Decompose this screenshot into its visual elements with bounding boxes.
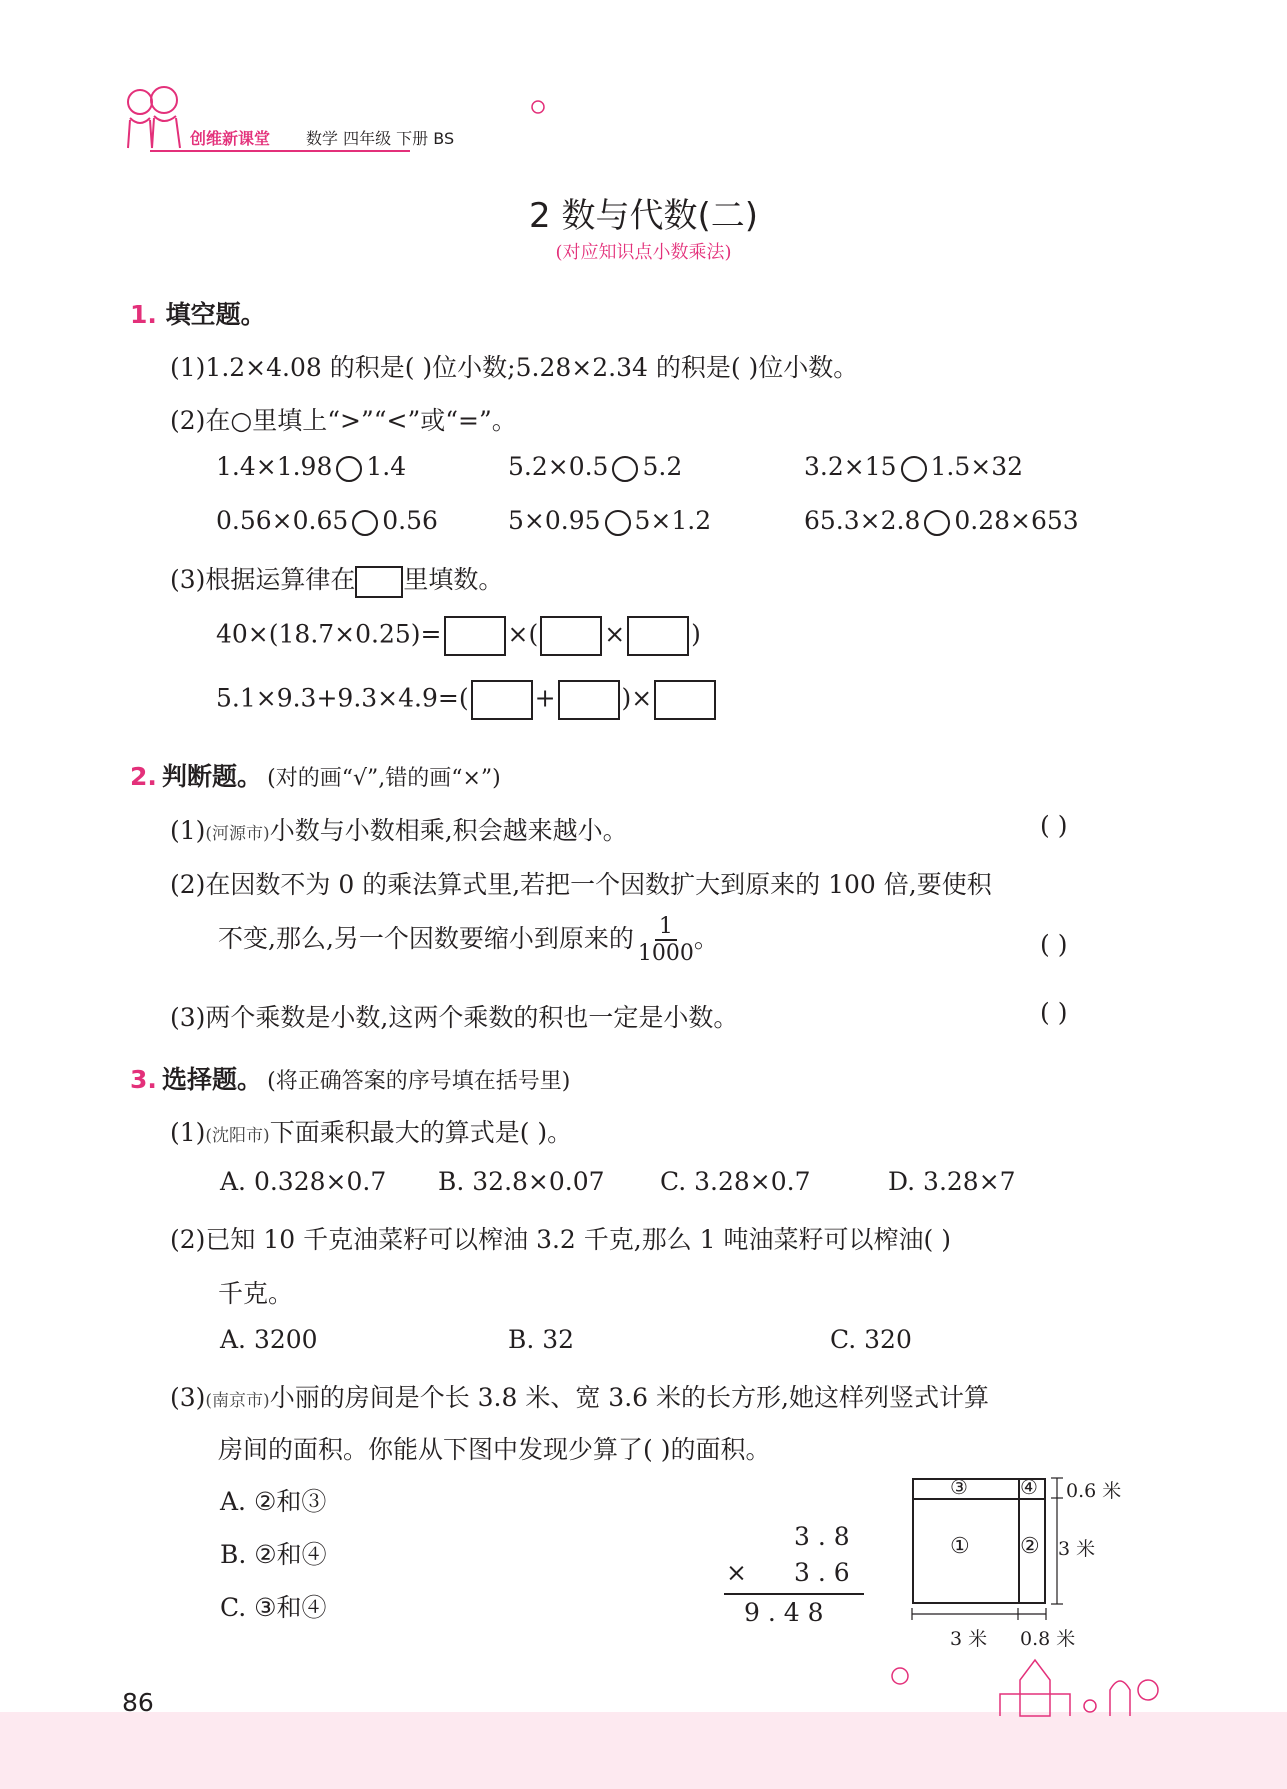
compare-right: 0.56: [382, 506, 438, 535]
city-tag: (河源市): [205, 824, 270, 844]
q1-heading: [130, 295, 266, 331]
option-c[interactable]: C. 320: [830, 1325, 912, 1354]
fraction-denominator: 1000: [637, 941, 694, 967]
item-text: 。: [693, 923, 719, 953]
compare-right: 1.5×32: [930, 452, 1024, 481]
q2-item2-line1: (2)在因数不为 0 的乘法算式里,若把一个因数扩大到原来的 100 倍,要使积: [170, 870, 992, 899]
item-number: (1): [170, 1118, 206, 1147]
q1-part2: (2)在○里填上“>”“<”或“=”。: [170, 406, 517, 435]
castle-decoration-icon: [880, 1650, 1170, 1720]
equation-text: +: [534, 683, 556, 713]
option-a[interactable]: A. ②和③: [220, 1487, 327, 1516]
compare-item: [216, 506, 438, 536]
compare-left: 1.4×1.98: [216, 452, 333, 481]
option-a[interactable]: A. 0.328×0.7: [220, 1167, 387, 1196]
answer-box[interactable]: [627, 616, 689, 656]
answer-parentheses[interactable]: ( ): [1040, 930, 1068, 959]
q2-note: (对的画“√”,错的画“×”): [267, 766, 501, 791]
option-d[interactable]: D. 3.28×7: [888, 1167, 1016, 1196]
answer-box[interactable]: [444, 616, 506, 656]
equation-text: ): [691, 619, 701, 649]
compare-left: 5×0.95: [508, 506, 601, 535]
q3-item3-line2: 房间的面积。你能从下图中发现少算了( )的面积。: [218, 1435, 771, 1464]
compare-left: 5.2×0.5: [508, 452, 609, 481]
calc-row-3: 9 . 4 8: [744, 1598, 824, 1627]
sample-box: [355, 566, 403, 598]
answer-circle[interactable]: [336, 456, 362, 482]
answer-circle[interactable]: [352, 510, 378, 536]
q3-item2-line1: (2)已知 10 千克油菜籽可以榨油 3.2 千克,那么 1 吨油菜籽可以榨油( ): [170, 1225, 951, 1254]
compare-item: [804, 506, 1079, 536]
q2-item3: (3)两个乘数是小数,这两个乘数的积也一定是小数。: [170, 1003, 739, 1032]
q3-item2-line2: 千克。: [218, 1279, 294, 1308]
q3-item1: [170, 1113, 572, 1149]
q3-label: 选择题。: [162, 1065, 263, 1094]
item-text: 小数与小数相乘,积会越来越小。: [269, 816, 628, 845]
calc-row-2: 3 . 6: [794, 1558, 850, 1587]
equation-text: 40×(18.7×0.25)=: [216, 619, 442, 649]
page-subtitle: (对应知识点小数乘法): [555, 242, 732, 263]
answer-circle[interactable]: [612, 456, 638, 482]
dim-width-large: 3 米: [950, 1628, 988, 1650]
city-tag: (南京市): [205, 1391, 270, 1411]
region-4-label: ④: [1020, 1475, 1038, 1499]
item-text: 小丽的房间是个长 3.8 米、宽 3.6 米的长方形,她这样列竖式计算: [269, 1383, 989, 1412]
option-c[interactable]: C. 3.28×0.7: [660, 1167, 811, 1196]
q2-label: 判断题。: [162, 762, 263, 791]
compare-right: 0.28×653: [954, 506, 1079, 535]
q2-number: 2.: [130, 762, 157, 791]
q1-part1: (1)1.2×4.08 的积是( )位小数;5.28×2.34 的积是( )位小数。: [170, 353, 859, 382]
footer-band: [0, 1712, 1287, 1789]
equation-1: [216, 616, 701, 656]
option-a[interactable]: A. 3200: [220, 1325, 318, 1354]
equation-2: [216, 680, 718, 720]
item-number: (1): [170, 816, 206, 845]
equation-text: ×(: [507, 619, 539, 649]
item-number: (3): [170, 1383, 206, 1412]
compare-right: 5.2: [642, 452, 683, 481]
page-title: 2 数与代数(二): [529, 196, 758, 236]
q1-part3-text: (3)根据运算律在: [170, 565, 356, 594]
flower-decoration-icon: [528, 98, 548, 116]
q2-item2-line2: [218, 914, 719, 967]
compare-item: [508, 452, 682, 482]
q3-number: 3.: [130, 1065, 157, 1094]
compare-left: 0.56×0.65: [216, 506, 349, 535]
equation-text: )×: [621, 683, 653, 713]
answer-parentheses[interactable]: ( ): [1040, 811, 1068, 840]
option-b[interactable]: B. ②和④: [220, 1540, 327, 1569]
answer-parentheses[interactable]: ( ): [1040, 998, 1068, 1027]
item-text: 不变,那么,另一个因数要缩小到原来的: [218, 923, 634, 953]
dim-height-small: 0.6 米: [1066, 1480, 1122, 1502]
q1-part3-text: 里填数。: [403, 565, 504, 594]
answer-box[interactable]: [558, 680, 620, 720]
dim-height-large: 3 米: [1058, 1538, 1096, 1560]
calc-line: [724, 1593, 864, 1595]
q3-heading: [130, 1060, 570, 1096]
q2-item1: [170, 811, 628, 847]
option-c[interactable]: C. ③和④: [220, 1593, 327, 1622]
series-name: 创维新课堂: [190, 129, 271, 148]
q2-heading: [130, 757, 501, 793]
region-2-label: ②: [1020, 1534, 1040, 1559]
compare-item: [216, 452, 406, 482]
compare-item: [508, 506, 711, 536]
city-tag: (沈阳市): [205, 1126, 270, 1146]
item-text: 下面乘积最大的算式是( )。: [269, 1118, 573, 1147]
q1-label: 填空题。: [165, 300, 266, 329]
q1-part3: [170, 560, 503, 598]
region-1-label: ①: [950, 1534, 970, 1559]
book-info: 数学 四年级 下册 BS: [306, 129, 455, 148]
answer-circle[interactable]: [605, 510, 631, 536]
fraction-numerator: 1: [655, 914, 677, 941]
compare-left: 65.3×2.8: [804, 506, 921, 535]
page-number: 86: [122, 1688, 154, 1717]
header-underline: [150, 150, 410, 152]
answer-box[interactable]: [540, 616, 602, 656]
compare-right: 5×1.2: [634, 506, 712, 535]
q3-item3-line1: [170, 1378, 989, 1414]
equation-text: ×: [604, 619, 626, 649]
compare-left: 3.2×15: [804, 452, 897, 481]
answer-box[interactable]: [471, 680, 533, 720]
calc-operator: ×: [726, 1558, 747, 1587]
option-b[interactable]: B. 32: [508, 1325, 575, 1354]
answer-circle[interactable]: [924, 510, 950, 536]
region-3-label: ③: [950, 1475, 968, 1499]
cartoon-kids-logo: [118, 82, 198, 154]
answer-circle[interactable]: [901, 456, 927, 482]
calc-row-1: 3 . 8: [794, 1522, 850, 1551]
compare-right: 1.4: [366, 452, 407, 481]
option-b[interactable]: B. 32.8×0.07: [438, 1167, 605, 1196]
dim-width-small: 0.8 米: [1020, 1628, 1076, 1650]
equation-text: 5.1×9.3+9.3×4.9=(: [216, 683, 469, 713]
answer-box[interactable]: [654, 680, 716, 720]
q1-number: 1.: [130, 300, 157, 329]
q3-note: (将正确答案的序号填在括号里): [267, 1069, 571, 1094]
compare-item: [804, 452, 1023, 482]
fraction: [638, 914, 694, 967]
